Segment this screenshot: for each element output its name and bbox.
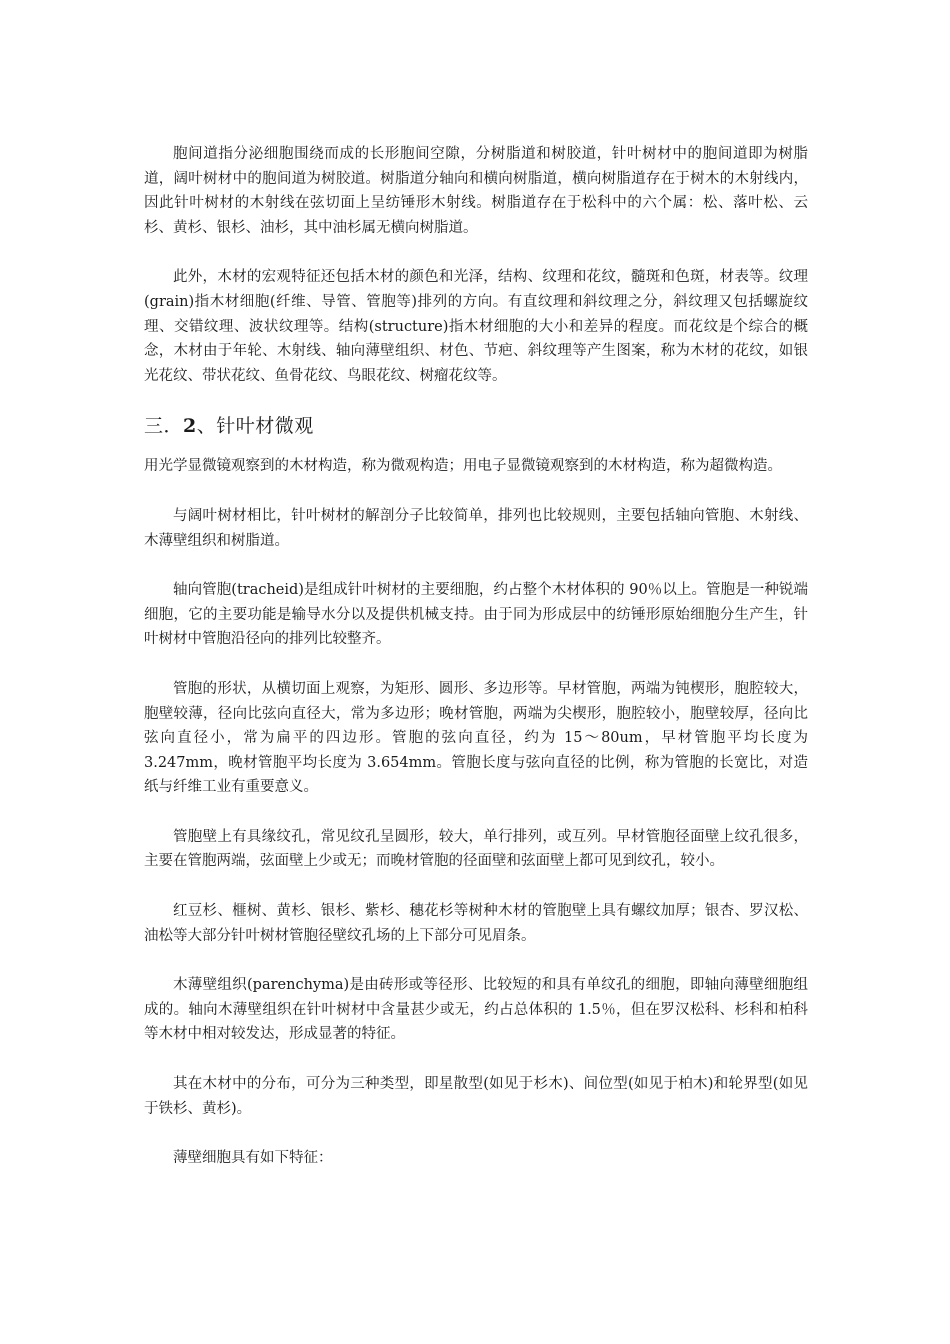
heading-number: 2: [183, 415, 197, 438]
paragraph-spiral-thickening: 红豆杉、榧树、黄杉、银杉、紫杉、穗花杉等树种木材的管胞壁上具有螺纹加厚；银杏、罗汉松、油松等大部分针叶树材管胞径壁纹孔场的上下部分可见眉条。: [144, 903, 808, 944]
heading-title: 、针叶材微观: [196, 415, 314, 438]
paragraph-features-intro: 薄壁细胞具有如下特征：: [173, 1150, 333, 1167]
paragraph-macro-features: 此外，木材的宏观特征还包括木材的颜色和光泽，结构、纹理和花纹，髓斑和色斑，材表等。纹理(grain)指木材细胞(纤维、导管、管胞等)排列的方向。有直纹理和斜纹理之分，斜纹理又包括螺旋纹理、交错纹理、波状纹理等。结构(structure)指木材细胞的大小和差异的程度。而花纹是个综合的概念，木材由于年轮、木射线、轴向薄壁组织、材色、节疤、斜纹理等产生图案，称为木材的花纹，如银光花纹、带状花纹、鱼骨花纹、鸟眼花纹、树瘤花纹等。: [144, 269, 808, 384]
paragraph-comparison: 与阔叶树材相比，针叶树材的解剖分子比较简单，排列也比较规则，主要包括轴向管胞、木射线、木薄壁组织和树脂道。: [144, 507, 808, 549]
paragraph-tracheid: 轴向管胞(tracheid)是组成针叶树材的主要细胞，约占整个木材体积的 90％以上。管胞是一种锐端细胞，它的主要功能是输导水分以及提供机械支持。由于同为形成层中的纺锤形原始细胞分生产生，针叶树材中管胞沿径向的排列比较整齐。: [144, 582, 808, 648]
document-page: [144, 138, 808, 1171]
heading-prefix: 三．: [144, 415, 184, 438]
paragraph-distribution: 其在木材中的分布，可分为三种类型，即星散型(如见于杉木)、间位型(如见于柏木)和轮界型(如见于铁杉、黄杉)。: [144, 1076, 808, 1117]
paragraph-parenchyma: 木薄壁组织(parenchyma)是由砖形或等径形、比较短的和具有单纹孔的细胞，即轴向薄壁细胞组成的。轴向木薄壁组织在针叶树材中含量甚少或无，约占总体积的 1.5％，但在罗汉松科、杉科和柏科等木材中相对较发达，形成显著的特征。: [144, 977, 808, 1043]
paragraph-pits: 管胞壁上有具缘纹孔，常见纹孔呈圆形，较大，单行排列，或互列。早材管胞径面壁上纹孔很多，主要在管胞两端，弦面壁上少或无；而晚材管胞的径面壁和弦面壁上都可见到纹孔，较小。: [144, 828, 808, 870]
paragraph-tracheid-shape: 管胞的形状，从横切面上观察，为矩形、圆形、多边形等。早材管胞，两端为钝楔形，胞腔较大，胞壁较薄，径向比弦向直径大，常为多边形；晚材管胞，两端为尖楔形，胞腔较小，胞壁较厚，径向比弦向直径小，常为扁平的四边形。管胞的弦向直径，约为 15～80um，早材管胞平均长度为 3.247mm，晚材管胞平均长度为 3.654mm。管胞长度与弦向直径的比例，称为管胞的长宽比，对造纸与纤维工业有重要意义。: [144, 680, 808, 796]
section-heading: [144, 414, 808, 438]
paragraph-intro: 用光学显微镜观察到的木材构造，称为微观构造；用电子显微镜观察到的木材构造，称为超微构造。: [144, 458, 782, 475]
paragraph-resin-canals: 胞间道指分泌细胞围绕而成的长形胞间空隙，分树脂道和树胶道，针叶树材中的胞间道即为树脂道，阔叶树材中的胞间道为树胶道。树脂道分轴向和横向树脂道，横向树脂道存在于树木的木射线内，因此针叶树材的木射线在弦切面上呈纺锤形木射线。树脂道存在于松科中的六个属：松、落叶松、云杉、黄杉、银杉、油杉，其中油杉属无横向树脂道。: [144, 146, 808, 236]
